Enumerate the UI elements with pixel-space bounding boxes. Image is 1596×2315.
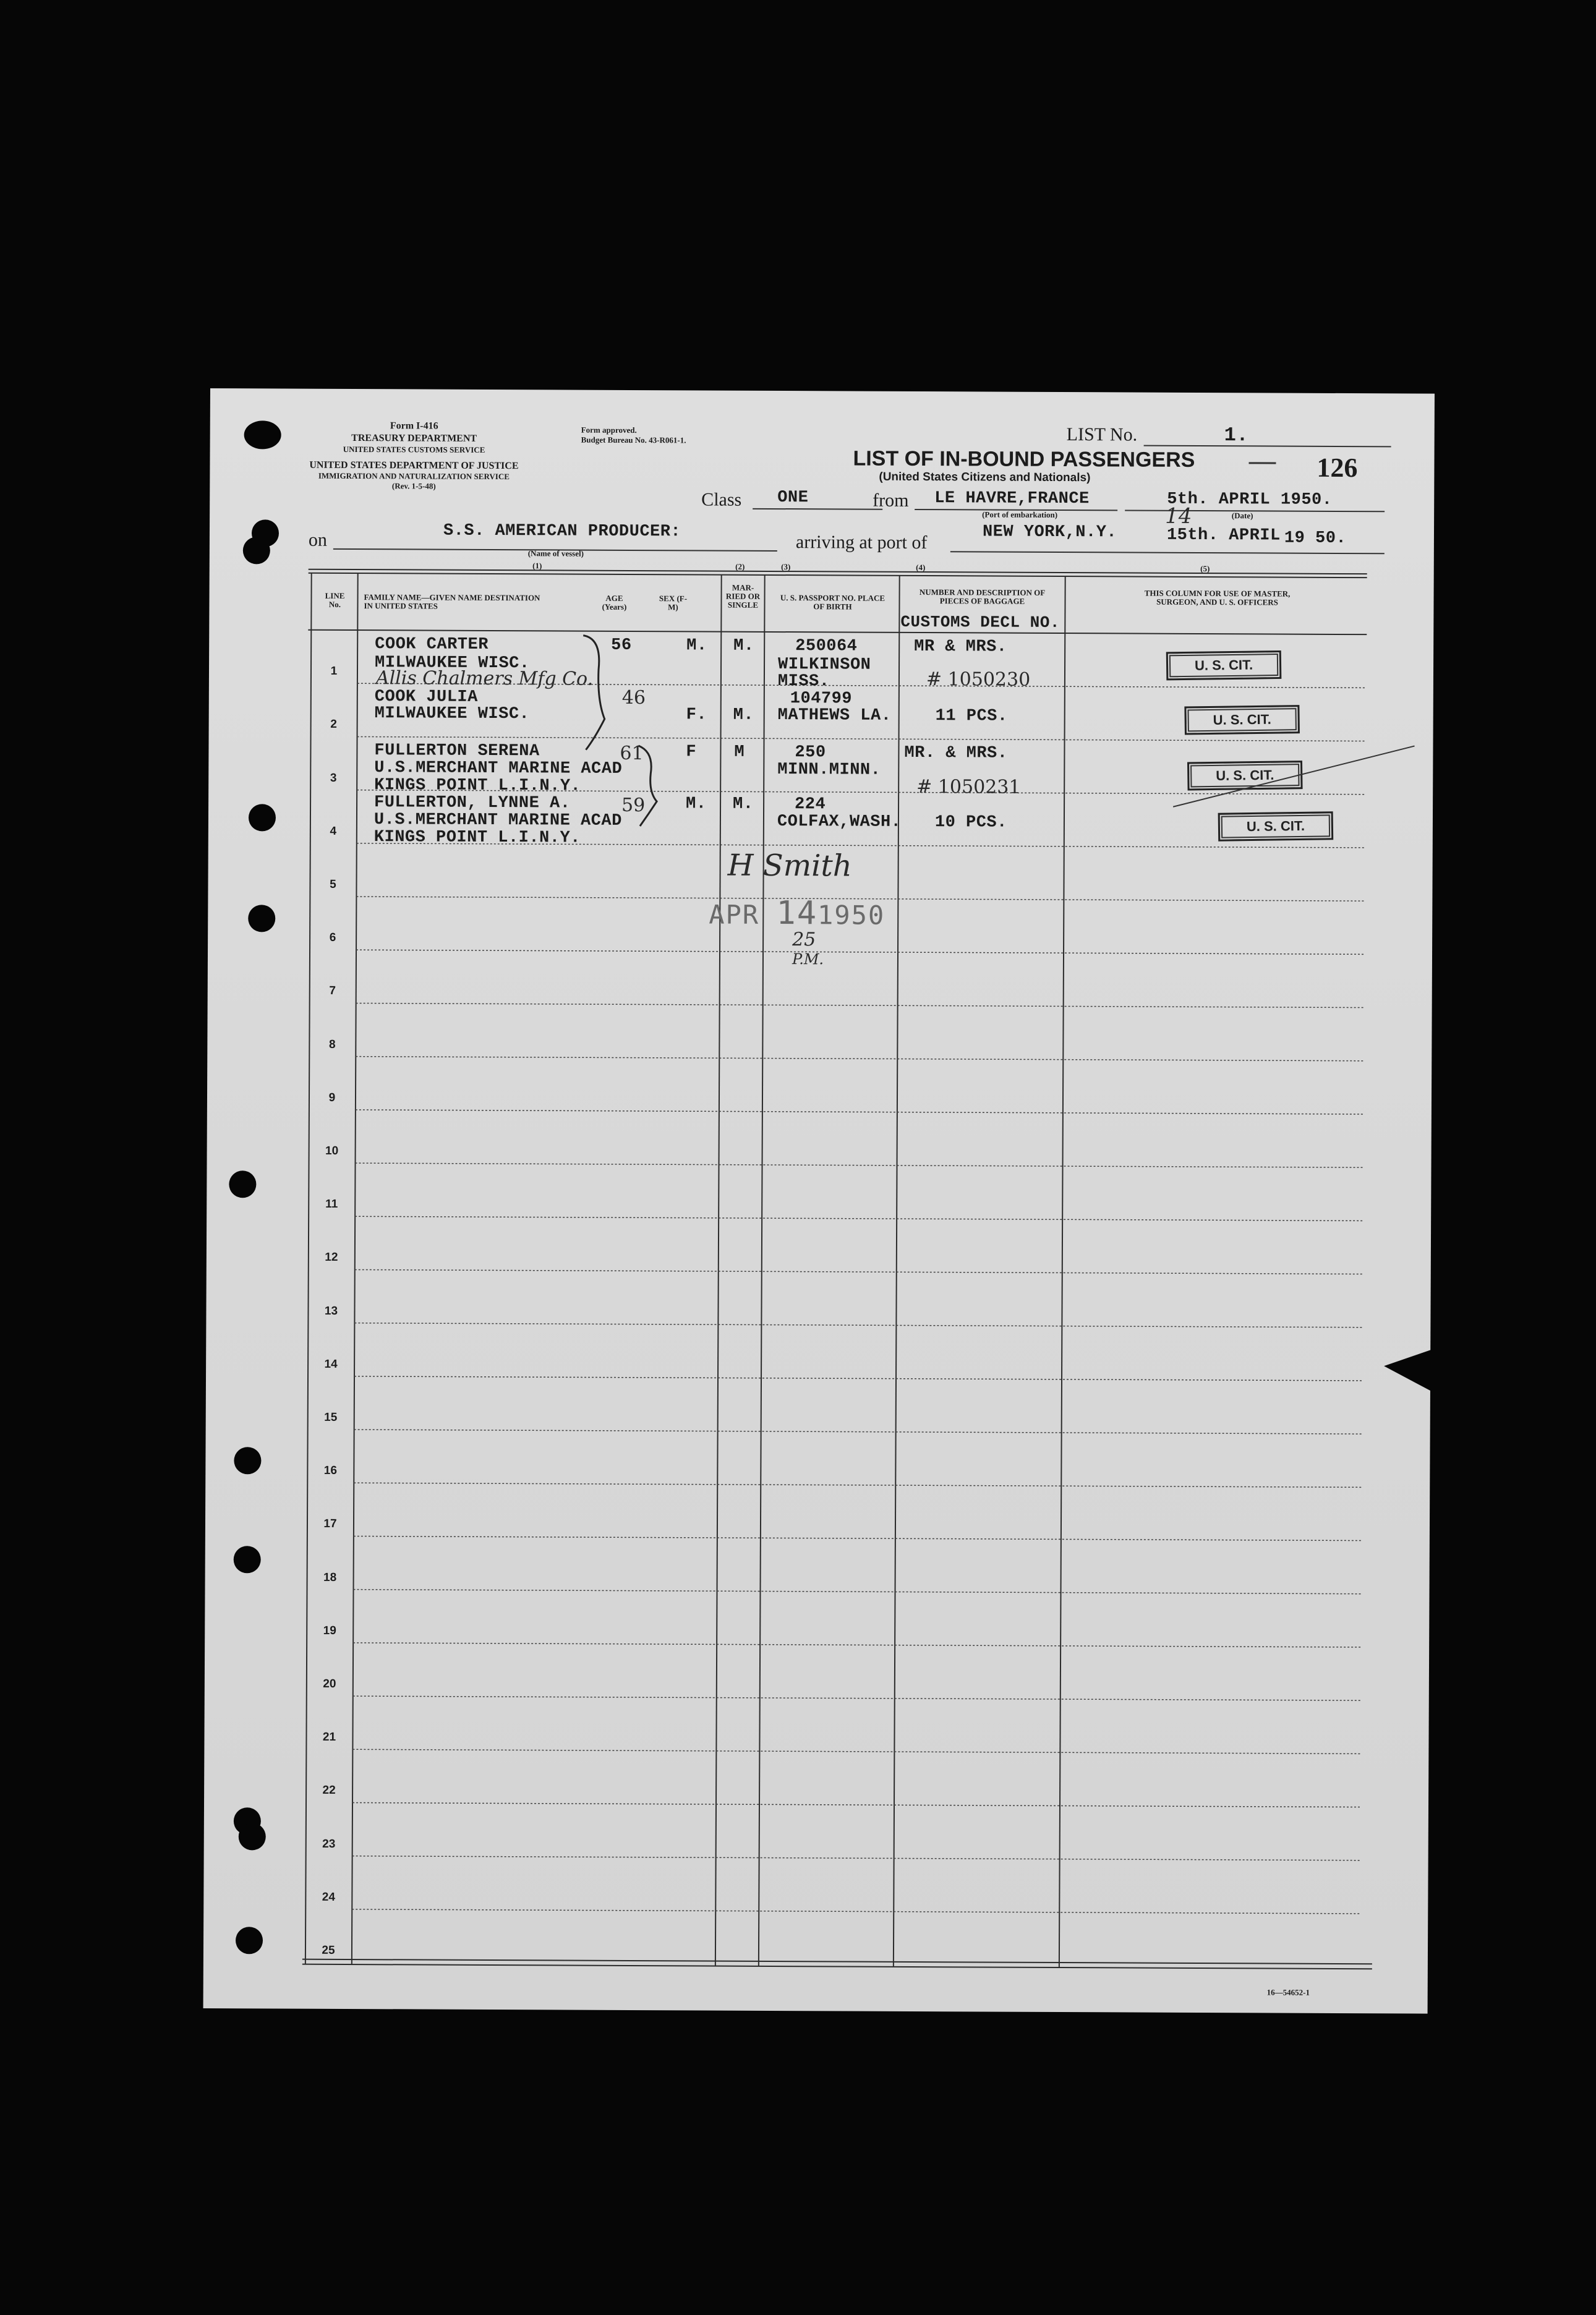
line-number: 11 xyxy=(325,1198,338,1211)
col-number: (1) xyxy=(532,561,542,571)
baggage-description: 11 PCS. xyxy=(935,707,1008,726)
departure-date: 5th. APRIL 1950. xyxy=(1167,490,1333,509)
row-rule xyxy=(353,1643,1362,1647)
row-rule xyxy=(353,1696,1362,1700)
arrival-port: NEW YORK,N.Y. xyxy=(982,522,1117,542)
passenger-destination: U.S.MERCHANT MARINE ACAD xyxy=(373,811,622,830)
col-header-customs-decl: CUSTOMS DECL NO. xyxy=(900,612,1060,632)
table-grid xyxy=(203,388,1435,2014)
manifest-sheet xyxy=(203,388,1435,2014)
line-number: 24 xyxy=(322,1890,335,1904)
row-rule xyxy=(356,1057,1365,1061)
line-number: 9 xyxy=(328,1091,336,1104)
line-number: 2 xyxy=(330,718,337,731)
line-number: 16 xyxy=(323,1464,337,1478)
passenger-married: M. xyxy=(733,795,754,814)
form-number: Form I-416 xyxy=(390,420,438,432)
col-number: (5) xyxy=(1200,563,1210,574)
row-rule xyxy=(354,1483,1363,1487)
col-number: (3) xyxy=(781,562,791,572)
customs-decl-number: # 1050230 xyxy=(926,668,1031,691)
embarkation-port: LE HAVRE,FRANCE xyxy=(934,489,1090,509)
passenger-age: 61 xyxy=(620,742,644,765)
passenger-married: M xyxy=(734,743,745,762)
row-rule xyxy=(356,950,1365,954)
line-number: 6 xyxy=(329,931,336,945)
col-number: (2) xyxy=(735,561,745,571)
arrival-date: 15th. APRIL xyxy=(1166,526,1281,545)
passenger-name: FULLERTON, LYNNE A. xyxy=(374,793,571,813)
passport-number: 224 xyxy=(795,795,826,814)
passenger-sex: M. xyxy=(686,795,707,814)
row-rule xyxy=(356,1003,1365,1007)
justice-department: UNITED STATES DEPARTMENT OF JUSTICE xyxy=(309,459,519,472)
passenger-destination-2: KINGS POINT L.I.N.Y. xyxy=(374,776,581,796)
handwritten-note-pm: P.M. xyxy=(792,950,824,968)
passenger-destination-2: KINGS POINT L.I.N.Y. xyxy=(373,828,581,848)
baggage-description: MR. & MRS. xyxy=(904,743,1008,763)
row-rule xyxy=(355,1216,1364,1221)
passenger-name: FULLERTON SERENA xyxy=(374,741,540,761)
line-number: 7 xyxy=(329,984,336,998)
row-rule xyxy=(354,1376,1363,1381)
line-number: 25 xyxy=(322,1943,335,1957)
col-header-line-no: LINE No. xyxy=(325,590,345,609)
class-value: ONE xyxy=(777,488,809,508)
family-brace-2 xyxy=(635,743,673,842)
passport-number: 104799 xyxy=(790,689,853,709)
passport-number: 250 xyxy=(795,743,826,762)
passenger-age: 46 xyxy=(621,686,646,709)
birth-place: WILKINSON xyxy=(777,655,871,675)
passenger-sex: M. xyxy=(686,636,707,655)
treasury-department: TREASURY DEPARTMENT xyxy=(351,432,477,444)
date-stamp-day: 14 xyxy=(776,895,818,932)
birth-place: MINN.MINN. xyxy=(777,761,881,780)
row-rule xyxy=(354,1323,1363,1328)
passenger-sex: F xyxy=(686,743,697,762)
passenger-name: COOK CARTER xyxy=(375,635,489,654)
date-stamp-year: 1950 xyxy=(817,900,885,931)
line-number: 14 xyxy=(324,1357,338,1371)
handwritten-note-time: 25 xyxy=(792,929,816,951)
form-approved: Form approved. xyxy=(581,425,637,435)
page-number: 126 xyxy=(1316,452,1358,484)
passenger-destination: MILWAUKEE WISC. xyxy=(374,654,530,673)
passenger-name: COOK JULIA xyxy=(374,688,478,707)
line-number: 8 xyxy=(329,1038,336,1051)
inspector-signature: H Smith xyxy=(727,848,852,884)
class-label: Class xyxy=(701,489,742,510)
citizen-stamp: U. S. CIT. xyxy=(1184,705,1300,735)
customs-service: UNITED STATES CUSTOMS SERVICE xyxy=(343,444,485,454)
date-stamp-month: APR xyxy=(709,899,760,930)
page-subtitle: (United States Citizens and Nationals) xyxy=(879,470,1091,485)
list-number-value: 1. xyxy=(1224,424,1249,447)
col-header-name: FAMILY NAME—GIVEN NAME DESTINATION IN UNITED STATES xyxy=(364,592,540,611)
col-header-married: MAR-RIED OR SINGLE xyxy=(725,582,761,610)
row-rule xyxy=(354,1590,1363,1594)
row-rule xyxy=(352,1749,1362,1754)
revision-date: (Rev. 1-5-48) xyxy=(391,481,436,491)
citizen-stamp: U. S. CIT. xyxy=(1166,650,1282,680)
passenger-married: M. xyxy=(733,636,754,655)
vessel-caption: (Name of vessel) xyxy=(527,548,584,558)
line-number: 3 xyxy=(330,771,337,785)
page-title: LIST OF IN-BOUND PASSENGERS xyxy=(853,446,1195,472)
arrival-date-correction: 14 xyxy=(1165,503,1192,529)
baggage-description: MR & MRS. xyxy=(914,637,1007,657)
list-number-label: LIST No. xyxy=(1066,424,1138,445)
citizen-stamp: U. S. CIT. xyxy=(1218,811,1334,841)
col-header-passport: U. S. PASSPORT NO. PLACE OF BIRTH xyxy=(780,593,885,612)
birth-place: MATHEWS LA. xyxy=(777,706,892,725)
embarkation-caption: (Port of embarkation) xyxy=(982,509,1058,519)
col-header-baggage: NUMBER AND DESCRIPTION OF PIECES OF BAGGAGE xyxy=(919,587,1046,606)
line-number: 15 xyxy=(324,1410,338,1424)
line-number: 12 xyxy=(325,1251,338,1264)
row-rule xyxy=(356,1110,1365,1114)
row-rule xyxy=(354,1430,1363,1434)
baggage-description: 10 PCS. xyxy=(934,813,1007,832)
passenger-married: M. xyxy=(733,706,754,725)
row-rule xyxy=(354,1536,1363,1540)
row-rule xyxy=(352,1909,1361,1914)
line-number: 4 xyxy=(330,824,337,838)
line-number: 13 xyxy=(324,1304,338,1318)
passenger-destination: MILWAUKEE WISC. xyxy=(374,704,530,724)
customs-decl-number: # 1050231 xyxy=(916,775,1021,798)
from-label: from xyxy=(873,490,909,511)
passport-number: 250064 xyxy=(795,637,858,656)
vessel-name: S.S. AMERICAN PRODUCER: xyxy=(443,521,681,542)
line-number: 23 xyxy=(322,1837,336,1851)
line-number: 20 xyxy=(323,1677,336,1690)
line-number: 19 xyxy=(323,1624,336,1637)
line-number: 21 xyxy=(322,1731,336,1744)
passenger-age: 59 xyxy=(621,794,646,817)
citizen-stamp: U. S. CIT. xyxy=(1187,761,1303,790)
ins-service: IMMIGRATION AND NATURALIZATION SERVICE xyxy=(318,471,510,482)
passenger-destination: U.S.MERCHANT MARINE ACAD xyxy=(374,759,623,778)
date-stamp xyxy=(709,895,885,932)
line-number: 5 xyxy=(330,877,336,891)
passenger-destination-handwritten: Allis Chalmers Mfg Co. xyxy=(375,667,594,690)
col-number: (4) xyxy=(916,562,926,573)
row-rule xyxy=(355,1269,1364,1274)
birth-place: COLFAX,WASH. xyxy=(777,812,902,832)
footer-code: 16—54652-1 xyxy=(1266,1987,1310,1997)
budget-bureau-number: Budget Bureau No. 43-R061-1. xyxy=(581,435,686,445)
col-header-age: AGE (Years) xyxy=(602,593,627,612)
arriving-label: arriving at port of xyxy=(795,532,928,553)
line-number: 1 xyxy=(330,665,338,678)
passenger-age: 56 xyxy=(611,636,632,655)
col-header-officers: THIS COLUMN FOR USE OF MASTER, SURGEON, AND U. S. OFFICERS xyxy=(1144,588,1291,607)
on-label: on xyxy=(308,529,328,550)
row-rule xyxy=(352,1856,1362,1861)
line-number: 22 xyxy=(322,1784,336,1797)
passenger-sex: F. xyxy=(686,706,707,725)
family-brace-1 xyxy=(579,633,617,756)
arrival-year: 19 50. xyxy=(1284,529,1347,548)
birth-place-state: MISS. xyxy=(777,672,830,691)
line-number: 10 xyxy=(325,1144,339,1158)
row-rule xyxy=(356,1163,1365,1167)
officer-mark-line xyxy=(1173,739,1421,814)
line-number: 17 xyxy=(323,1517,337,1531)
date-caption: (Date) xyxy=(1231,511,1253,521)
line-number: 18 xyxy=(323,1571,337,1584)
col-header-sex: SEX (F-M) xyxy=(659,594,688,612)
row-rule xyxy=(352,1802,1362,1807)
